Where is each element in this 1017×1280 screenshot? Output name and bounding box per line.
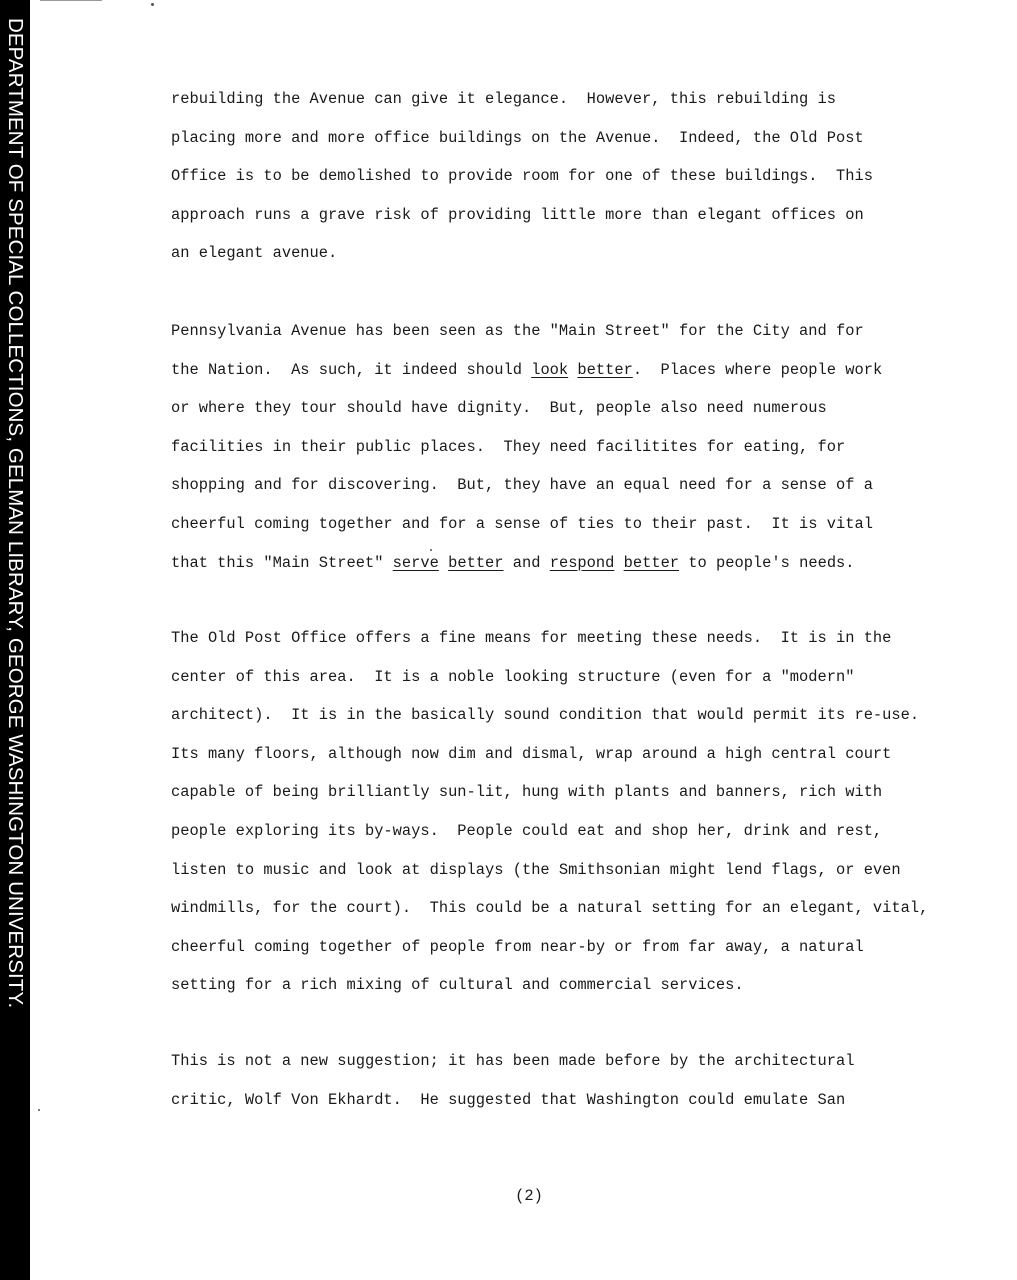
text-run: cheerful coming together and for a sense of ties to their past. It is vital <box>171 515 873 533</box>
text-line <box>171 744 891 764</box>
text-line <box>171 937 864 957</box>
text-run: capable of being brilliantly sun-lit, hung with plants and banners, rich with <box>171 783 883 802</box>
text-line <box>171 321 864 341</box>
text-run: the Nation. As such, it indeed should <box>171 360 532 379</box>
text-line <box>171 89 836 109</box>
text-run: shopping and for discovering. But, they have an equal need for a sense of a <box>171 476 873 495</box>
text-run: people exploring its by-ways. People could eat and shop her, drink and rest, <box>171 822 883 840</box>
underlined-text: serve <box>392 553 439 572</box>
text-line <box>171 166 873 186</box>
text-run: and <box>503 553 550 572</box>
text-line <box>171 1051 854 1071</box>
text-line <box>171 398 827 418</box>
text-run: . Places where people work <box>632 360 883 379</box>
text-run: Office is to be demolished to provide room for one of these buildings. This <box>171 167 873 186</box>
text-line <box>171 975 744 995</box>
text-line <box>171 360 882 380</box>
text-line <box>171 128 864 148</box>
text-run: facilities in their public places. They need facilitites for eating, for <box>171 437 846 456</box>
text-run <box>439 554 448 572</box>
text-run: cheerful coming together of people from near-by or from far away, a natural <box>171 937 864 956</box>
underlined-text: better <box>623 553 680 572</box>
text-line <box>171 1090 845 1110</box>
page-number: (2) <box>515 1187 543 1205</box>
text-line <box>171 898 928 918</box>
underlined-text: look <box>531 360 569 379</box>
text-run: windmills, for the court). This could be a natural setting for an elegant, vital, <box>171 899 929 918</box>
text-run: rebuilding the Avenue can give it elegance. However, this rebuilding is <box>171 90 836 108</box>
text-run: to people's needs. <box>679 553 855 572</box>
text-run: an elegant avenue. <box>171 244 338 263</box>
text-run: that this "Main Street" <box>171 553 393 572</box>
text-run: or where they tour should have dignity. But, people also need numerous <box>171 399 827 418</box>
text-line <box>171 705 919 725</box>
text-run: critic, Wolf Von Ekhardt. He suggested that Washington could emulate San <box>171 1090 846 1109</box>
scan-speck <box>430 549 432 551</box>
text-line <box>171 821 882 841</box>
scan-speck <box>38 1109 40 1111</box>
underlined-text: better <box>577 360 633 379</box>
text-run: Pennsylvania Avenue has been seen as the "Main Street" for the City and for <box>171 322 864 340</box>
text-run: setting for a rich mixing of cultural and commercial services. <box>171 976 744 995</box>
text-run: center of this area. It is a noble looking structure (even for a "modern" <box>171 667 855 686</box>
text-line <box>171 205 864 225</box>
text-line <box>171 628 891 648</box>
text-line <box>171 514 873 534</box>
text-line <box>171 860 901 880</box>
underlined-text: better <box>448 553 504 572</box>
text-run: architect). It is in the basically sound condition that would permit its re-use. <box>171 706 920 725</box>
text-run <box>614 554 623 572</box>
text-run: This is not a new suggestion; it has been made before by the architectural <box>171 1052 855 1070</box>
text-run: The Old Post Office offers a fine means for meeting these needs. It is in the <box>171 629 892 647</box>
text-line <box>171 553 855 573</box>
text-line <box>171 782 882 802</box>
text-line <box>171 437 845 457</box>
scan-speck <box>151 3 154 6</box>
text-line <box>171 243 337 263</box>
text-run: Its many floors, although now dim and dismal, wrap around a high central court <box>171 744 892 763</box>
text-run: listen to music and look at displays (the Smithsonian might lend flags, or even <box>171 860 901 879</box>
text-run: placing more and more office buildings on the Avenue. Indeed, the Old Post <box>171 128 864 147</box>
underlined-text: respond <box>549 553 615 572</box>
text-run: approach runs a grave risk of providing little more than elegant offices on <box>171 205 864 224</box>
text-line <box>171 475 873 495</box>
text-line <box>171 667 854 687</box>
archive-credit-text: DEPARTMENT OF SPECIAL COLLECTIONS, GELMAN LIBRARY, GEORGE WASHINGTON UNIVERSITY. <box>4 18 27 1009</box>
